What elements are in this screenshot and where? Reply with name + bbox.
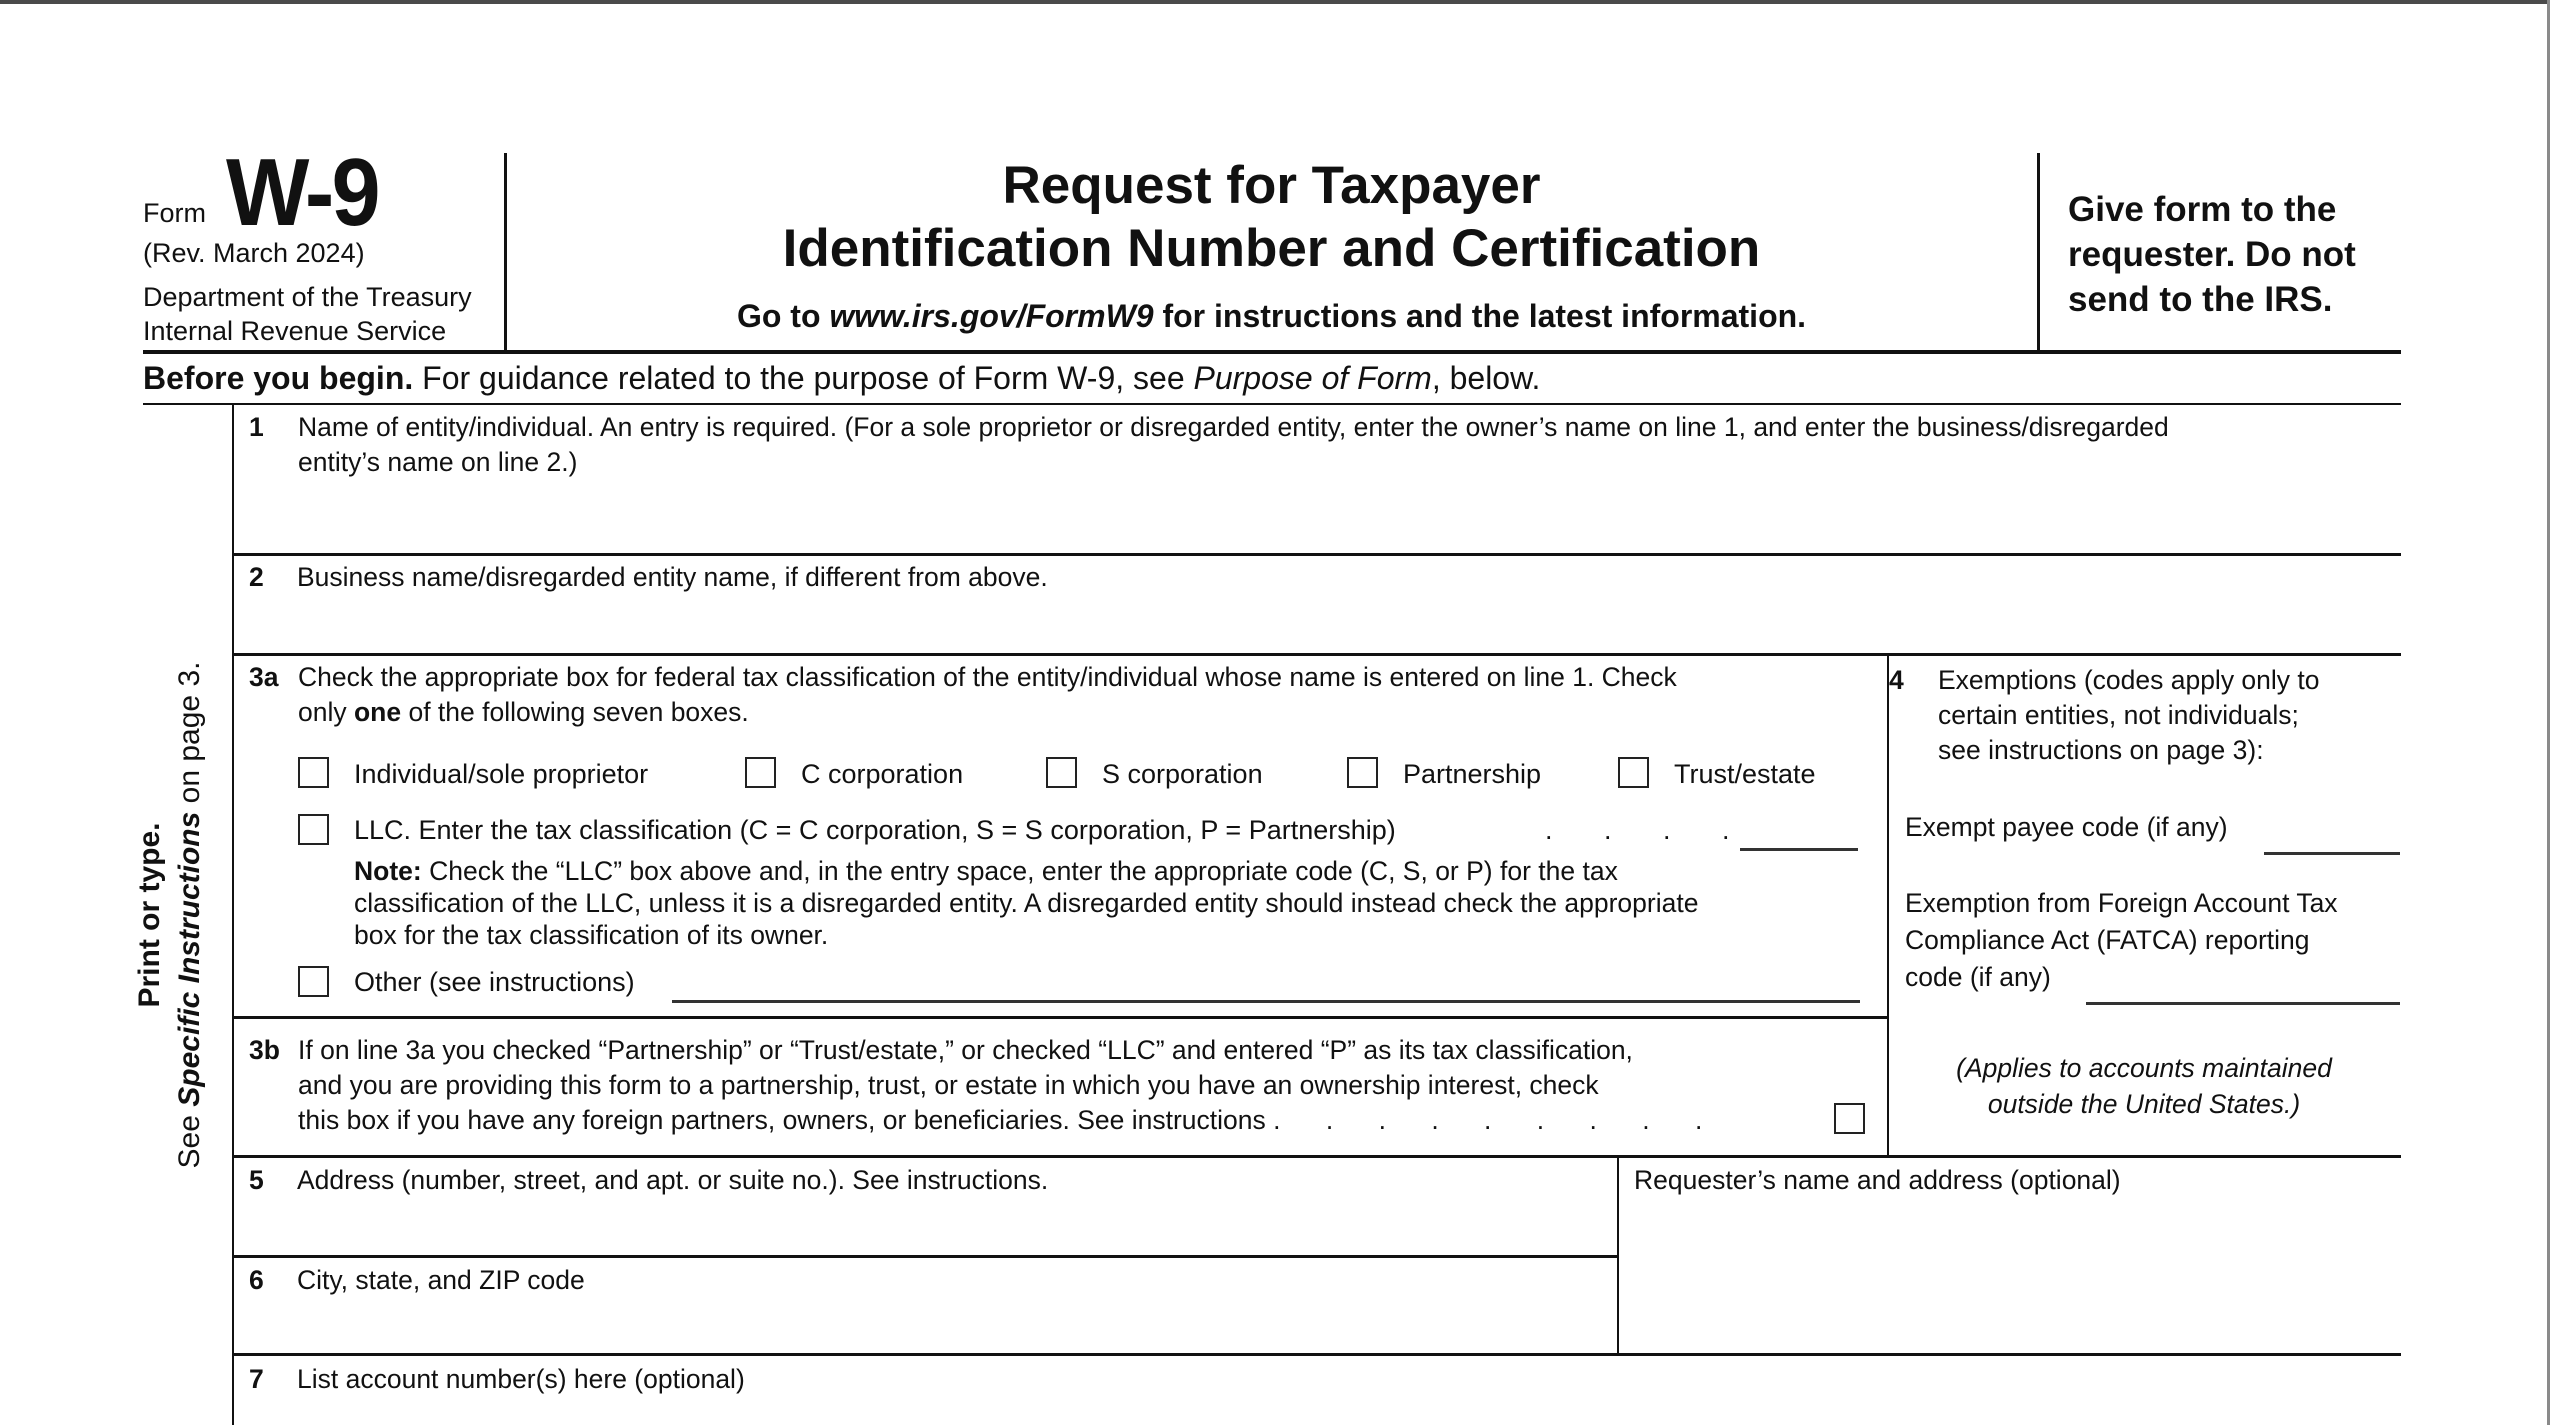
exempt-payee-line	[2264, 852, 2400, 855]
checkbox-partnership[interactable]	[1347, 757, 1378, 788]
line-number: 3b	[249, 1035, 280, 1065]
line3b-bottom-rule	[233, 1155, 2401, 1158]
give-form-notice	[2068, 187, 2356, 322]
address-input[interactable]	[298, 1200, 1612, 1250]
line3a-bottom-rule	[233, 1016, 1888, 1019]
checkbox-llc[interactable]	[298, 814, 329, 845]
line3b-label-c: this box if you have any foreign partners, owners, or beneficiaries. See instructions	[298, 1105, 1266, 1135]
line-number: 3a	[249, 662, 279, 692]
side-text-suffix: on page 3.	[173, 661, 206, 812]
form-word: Form	[143, 198, 206, 228]
line1-label-b: entity’s name on line 2.)	[298, 447, 578, 477]
checkbox-s-corporation[interactable]	[1046, 757, 1077, 788]
form-revision: (Rev. March 2024)	[143, 238, 365, 268]
before-begin-suffix: , below.	[1431, 360, 1541, 396]
applies-note-a: (Applies to accounts maintained	[1956, 1053, 2332, 1083]
instructions-link-text	[505, 298, 2038, 335]
agency-name: Internal Revenue Service	[143, 316, 447, 346]
left-column-border	[232, 404, 234, 1425]
requester-label: Requester’s name and address (optional)	[1634, 1165, 2121, 1195]
line3a-label-b-suffix: of the following seven boxes.	[401, 697, 749, 727]
purpose-of-form-ref: Purpose of Form	[1193, 360, 1432, 396]
note-heading: Note:	[354, 856, 422, 886]
give-notice-line2: requester. Do not	[2068, 235, 2356, 274]
window-top-edge	[0, 0, 2550, 4]
side-instructions	[130, 615, 220, 1215]
line5-bottom-rule	[233, 1255, 1618, 1258]
other-classification-input[interactable]	[672, 962, 1861, 1000]
option-label-individual: Individual/sole proprietor	[354, 759, 649, 789]
goto-suffix: for instructions and the latest information.	[1153, 298, 1807, 334]
line1-bottom-rule	[233, 553, 2401, 556]
line3b-label	[249, 1033, 1868, 1138]
option-label-other: Other (see instructions)	[354, 967, 635, 997]
applies-note-b: outside the United States.)	[1987, 1089, 2301, 1119]
print-or-type-label: Print or type.	[133, 822, 166, 1008]
option-label-c-corporation: C corporation	[801, 759, 964, 789]
line3a-label-a: Check the appropriate box for federal tax classification of the entity/individual whose name is entered on line 1. Check	[298, 662, 1677, 692]
other-entry-line	[672, 1000, 1860, 1003]
header-bottom-rule	[143, 350, 2401, 354]
fatca-label-c: code (if any)	[1905, 962, 2051, 992]
line2-label-text: Business name/disregarded entity name, if different from above.	[297, 562, 1048, 592]
line4-label-b: certain entities, not individuals;	[1938, 700, 2299, 730]
requester-divider	[1617, 1157, 1619, 1355]
line5-label	[249, 1163, 1048, 1197]
line3b-label-a: If on line 3a you checked “Partnership” or “Trust/estate,” or checked “LLC” and entered “P” as its tax classification,	[298, 1035, 1633, 1065]
option-label-s-corporation: S corporation	[1102, 759, 1263, 789]
checkbox-foreign-partners[interactable]	[1834, 1103, 1865, 1134]
line2-bottom-rule	[233, 653, 2401, 656]
line1-label	[249, 410, 2398, 480]
line3b-label-b: and you are providing this form to a partnership, trust, or estate in which you have an ownership interest, check	[298, 1070, 1599, 1100]
line2-label	[249, 560, 1048, 594]
note-text-a: Check the “LLC” box above and, in the entry space, enter the appropriate code (C, S, or P) for the tax	[421, 856, 1618, 886]
llc-leader-dots: . . . .	[1545, 815, 1752, 845]
line7-label-text: List account number(s) here (optional)	[297, 1364, 745, 1394]
fatca-label-a: Exemption from Foreign Account Tax	[1905, 888, 2338, 918]
form-number: W-9	[226, 139, 378, 246]
line-number: 7	[249, 1364, 264, 1394]
side-text-prefix: See	[173, 1106, 206, 1169]
business-name-input[interactable]	[298, 600, 2392, 650]
give-notice-line3: send to the IRS.	[2068, 280, 2333, 319]
option-label-llc: LLC. Enter the tax classification (C = C corporation, S = S corporation, P = Partnership)	[354, 815, 1396, 845]
checkbox-c-corporation[interactable]	[745, 757, 776, 788]
line-number: 4	[1889, 665, 1904, 695]
option-label-partnership: Partnership	[1403, 759, 1542, 789]
line4-label-a: Exemptions (codes apply only to	[1938, 665, 2320, 695]
before-begin-heading: Before you begin.	[143, 360, 414, 396]
city-state-zip-input[interactable]	[298, 1300, 1612, 1350]
account-numbers-input[interactable]	[298, 1398, 2392, 1427]
before-begin-rule	[143, 403, 2401, 405]
llc-entry-line	[1740, 848, 1858, 851]
line4-label	[1889, 663, 2388, 768]
note-text-b: classification of the LLC, unless it is a disregarded entity. A disregarded entity should instead check the appropriate	[354, 888, 1699, 918]
before-begin-text: For guidance related to the purpose of Form W-9, see	[413, 360, 1194, 396]
line3a-label-b-prefix: only	[298, 697, 354, 727]
irs-url-link[interactable]: www.irs.gov/FormW9	[829, 298, 1154, 334]
line1-label-a: Name of entity/individual. An entry is required. (For a sole proprietor or disregarded entity, enter the owner’s name on line 1, and enter the business/disregarded	[298, 412, 2169, 442]
llc-classification-input[interactable]	[1740, 810, 1862, 848]
line6-label	[249, 1263, 585, 1297]
checkbox-other[interactable]	[298, 966, 329, 997]
fatca-label-b: Compliance Act (FATCA) reporting	[1905, 925, 2310, 955]
exempt-payee-label: Exempt payee code (if any)	[1905, 812, 2228, 842]
line4-label-c: see instructions on page 3):	[1938, 735, 2264, 765]
give-notice-line1: Give form to the	[2068, 190, 2337, 229]
issuing-agency	[143, 280, 472, 348]
specific-instructions-ref: Specific Instructions	[173, 811, 206, 1107]
line3b-leader-dots: . . . . . . . . .	[1273, 1105, 1722, 1135]
line-number: 6	[249, 1265, 264, 1295]
line-number: 1	[249, 412, 264, 442]
department-name: Department of the Treasury	[143, 282, 472, 312]
line3a-label-emphasis: one	[353, 697, 402, 727]
line6-label-text: City, state, and ZIP code	[297, 1265, 585, 1295]
form-title-line1: Request for Taxpayer	[1002, 156, 1541, 215]
requester-input[interactable]	[1634, 1205, 2398, 1349]
before-you-begin	[143, 360, 1540, 397]
name-input[interactable]	[298, 490, 2392, 547]
line5-label-text: Address (number, street, and apt. or suite no.). See instructions.	[297, 1165, 1049, 1195]
header-divider-right	[2037, 153, 2040, 353]
option-label-trust-estate: Trust/estate	[1674, 759, 1816, 789]
checkbox-individual-sole-proprietor[interactable]	[298, 757, 329, 788]
line6-bottom-rule	[233, 1353, 2401, 1356]
form-title-line2: Identification Number and Certification	[782, 219, 1761, 278]
fatca-applies-note	[1888, 1050, 2400, 1122]
line-number: 5	[249, 1165, 264, 1195]
line7-label	[249, 1362, 745, 1396]
fatca-code-line	[2086, 1002, 2400, 1005]
llc-note	[354, 855, 1874, 951]
fatca-code-input[interactable]	[2086, 962, 2402, 1000]
exempt-payee-code-input[interactable]	[2264, 810, 2403, 848]
line-number: 2	[249, 562, 264, 592]
note-text-c: box for the tax classification of its owner.	[354, 920, 829, 950]
checkbox-trust-estate[interactable]	[1618, 757, 1649, 788]
line3a-label	[249, 660, 1878, 730]
goto-prefix: Go to	[736, 298, 830, 334]
